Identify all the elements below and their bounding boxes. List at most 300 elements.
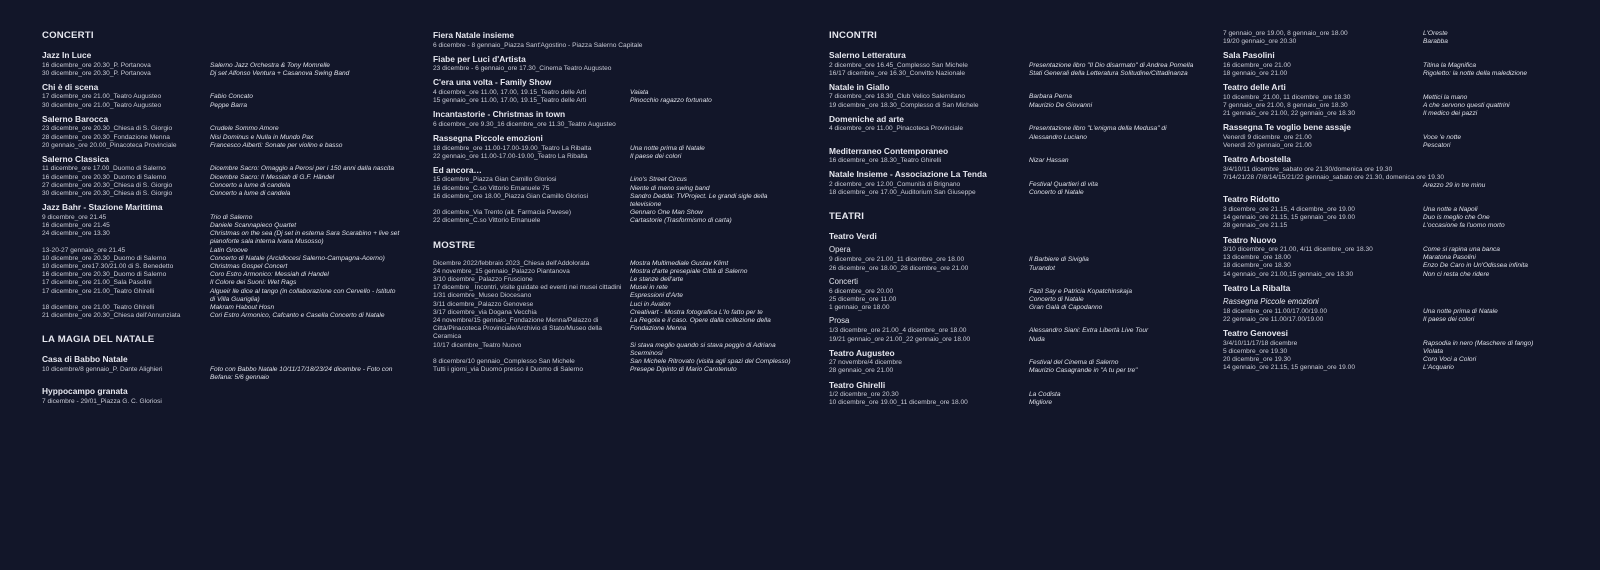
event-row <box>42 93 402 101</box>
event-date-venue: 22 gennaio_ore 11.00-17.00-19.00_Teatro La Ribalta <box>433 152 588 160</box>
event-name: Titina la Magnifica <box>1423 61 1477 69</box>
event-name: Francesco Alberti: Sonate per violino e basso <box>210 141 343 149</box>
event-date-venue: 28 gennaio_ore 21.00 <box>829 367 894 375</box>
section-heading: MOSTRE <box>433 239 476 251</box>
event-block <box>42 50 402 78</box>
event-title: Teatro Ghirelli <box>829 379 886 390</box>
event-row <box>433 176 798 184</box>
event-title: Fiabe per Luci d'Artista <box>433 53 526 64</box>
event-block <box>829 50 1194 78</box>
event-name: Si stava meglio quando si stava peggio di Adriana Scerminosi <box>630 341 776 357</box>
event-row <box>1223 206 1573 214</box>
event-name: Creativart - Mostra fotografica L'Io fatto per te <box>630 308 763 316</box>
event-date-venue <box>1223 182 1423 190</box>
event-row <box>829 304 1194 312</box>
event-date-venue: 18 dicembre_ore 18.30 <box>1223 262 1291 270</box>
event-row <box>433 97 798 105</box>
event-title: Salerno Letteratura <box>829 50 906 60</box>
event-row <box>829 288 1194 296</box>
event-row <box>1223 348 1573 356</box>
event-date-venue: 10/17 dicembre_Teatro Nuovo <box>433 341 522 349</box>
event-name: Alessandro Siani: Extra Libertà Live Tour <box>1029 327 1149 335</box>
event-date-venue: 16 dicembre_C.so Vittorio Emanuele 75 <box>433 184 550 192</box>
event-name: L'Oreste <box>1423 30 1448 37</box>
event-row <box>829 391 1194 399</box>
event-name: Crudele Sommo Amore <box>210 125 279 133</box>
event-row <box>433 193 798 209</box>
event-block <box>433 109 798 129</box>
event-date-venue: 3 dicembre_ore 21.15, 4 dicembre_ore 19.00 <box>1223 205 1355 213</box>
event-row <box>829 189 1194 197</box>
section-heading: LA MAGIA DEL NATALE <box>42 334 155 346</box>
event-date-venue: 18 dicembre_ore 11.00/17.00/19.00 <box>1223 307 1327 315</box>
event-subtitle: Opera <box>829 245 851 255</box>
event-name: Festival Quartieri di vita <box>1029 180 1098 188</box>
event-block <box>42 154 402 198</box>
event-name: Maratona Pasolini <box>1423 254 1476 262</box>
event-row <box>1223 308 1573 316</box>
event-date-venue: 2 dicembre_ore 16.45_Complesso San Michele <box>829 61 968 69</box>
event-date-venue: 20 dicembre_Via Trento (alt. Farmacia Pavese) <box>433 209 572 217</box>
event-title: Teatro Augusteo <box>829 347 895 358</box>
event-date-venue: 3/4/10/11/17/18 dicembre <box>1223 339 1298 347</box>
event-title: C'era una volta - Family Show <box>433 77 552 88</box>
event-row <box>42 125 402 133</box>
event-name: Maurizio Casagrande in "A tu per tre" <box>1029 367 1138 375</box>
event-date-venue: 18 dicembre_ore 21.00_Teatro Ghirelli <box>42 303 155 311</box>
event-block <box>433 30 798 50</box>
event-title: Incantastorie - Christmas in town <box>433 109 566 120</box>
event-row <box>1223 182 1573 190</box>
event-row <box>1223 340 1573 348</box>
event-row <box>1223 30 1573 38</box>
section-heading: INCONTRI <box>829 30 877 41</box>
event-title: Jazz In Luce <box>42 50 92 60</box>
event-row <box>1223 102 1573 110</box>
event-date-venue: 26 dicembre_ore 18.00_28 dicembre_ore 21.00 <box>829 264 969 272</box>
event-title: Casa di Babbo Natale <box>42 354 128 365</box>
event-title: Teatro Nuovo <box>1223 234 1277 245</box>
event-block <box>42 82 402 110</box>
event-date-venue: 14 gennaio_ore 21.00,15 gennaio_ore 18.30 <box>1223 270 1354 278</box>
event-date-venue: Tutti i giorni_via Duomo presso il Duomo di Salerno <box>433 366 584 374</box>
event-row <box>1223 222 1573 230</box>
event-title: Jazz Bahr - Stazione Marittima <box>42 202 163 213</box>
event-date-venue: 3/10 dicembre_Palazzo Fruscione <box>433 276 533 284</box>
event-title: Teatro Verdi <box>829 231 877 242</box>
event-row <box>829 62 1194 70</box>
event-date-venue: 16 dicembre_ore 20.30_Duomo di Salerno <box>42 271 167 279</box>
event-row <box>433 209 798 217</box>
event-subtitle: Concerti <box>829 276 859 286</box>
event-subtitle: Rassegna Piccole emozioni <box>1223 296 1319 306</box>
event-name: Mostra Multimediale Gustav Klimt <box>630 259 729 267</box>
event-row <box>829 125 1194 141</box>
event-name: Fabio Concato <box>210 93 253 101</box>
event-title: Sala Pasolini <box>1223 50 1275 61</box>
event-row <box>42 174 402 182</box>
event-block <box>1223 82 1573 118</box>
event-date-venue: 21 dicembre_ore 20.30_Chiesa dell'Annunziata <box>42 312 181 320</box>
event-title: Domeniche ad arte <box>829 113 904 124</box>
event-date-venue: 17 dicembre_ore 21.00_Sala Pasolini <box>42 279 152 287</box>
event-row <box>829 157 1194 165</box>
event-name: Concerto di Natale <box>1029 295 1084 303</box>
event-date-venue: 27 novembre/4 dicembre <box>829 359 902 367</box>
event-date-venue: 15 dicembre_Piazza Gian Camillo Gloriosi <box>433 176 557 184</box>
event-date-venue: 30 dicembre_ore 20.30_Chiesa di S. Giorgio <box>42 190 173 198</box>
event-date-venue: 1/2 dicembre_ore 20.30 <box>829 391 899 399</box>
event-date-venue: 30 dicembre_ore 21.00_Teatro Augusteo <box>42 101 162 109</box>
event-title: Teatro Genovesi <box>1223 328 1289 339</box>
event-row <box>42 62 402 70</box>
event-row <box>1223 262 1573 270</box>
event-name: Foto con Babbo Natale 10/11/17/18/23/24 dicembre - Foto con Befana: 5/6 gennaio <box>210 365 393 382</box>
event-name: Coro Voci a Colori <box>1423 356 1477 364</box>
event-row <box>1223 70 1573 78</box>
event-date-venue: 20 gennaio_ore 20.00_Pinacoteca Provinciale <box>42 141 177 149</box>
event-row <box>1223 271 1573 279</box>
event-name: Coro Estro Armonico: Messiah di Handel <box>210 271 329 279</box>
event-title: Mediterraneo Contemporaneo <box>829 145 949 156</box>
event-block <box>42 386 402 406</box>
column-1 <box>42 30 402 410</box>
event-name: Latin Groove <box>210 246 248 254</box>
event-date-venue: 18 gennaio_ore 21.00 <box>1223 70 1288 78</box>
event-name: Barabba <box>1423 38 1448 46</box>
event-name: Christmas on the sea (Dj set in esterna Sara Scarabino + live set pianoforte sala interna Ivana Musosso) <box>210 230 400 246</box>
event-date-venue: 8 dicembre/10 gennaio_Complesso San Michele <box>433 358 575 366</box>
event-block <box>1223 122 1573 150</box>
event-name: Rigoletto: la notte della maledizione <box>1423 70 1528 78</box>
event-row <box>42 304 402 312</box>
event-row <box>433 292 798 300</box>
event-row <box>42 102 402 110</box>
event-name: La Regola e il caso. Opere dalla collezione della Fondazione Menna <box>630 317 771 333</box>
event-title: Teatro Ridotto <box>1223 194 1280 205</box>
event-row <box>42 255 402 263</box>
event-note: 23 dicembre - 6 gennaio_ore 17.30_Cinema Teatro Augusteo <box>433 65 612 73</box>
event-row <box>433 301 798 309</box>
event-date-venue: 22 dicembre_C.so Vittorio Emanuele <box>433 217 541 225</box>
column-2 <box>433 30 798 378</box>
event-row <box>433 145 798 153</box>
event-name: Una notte prima di Natale <box>630 144 705 152</box>
event-date-venue: 13 dicembre_ore 18.00 <box>1223 254 1291 262</box>
event-name: Il medico dei pazzi <box>1423 110 1478 118</box>
event-date-venue: 3/17 dicembre_via Dogana Vecchia <box>433 308 537 316</box>
event-row <box>42 70 402 78</box>
event-name: Nisi Dominus e Nulla in Mundo Pax <box>210 133 314 141</box>
event-date-venue: 21 gennaio_ore 21.00, 22 gennaio_ore 18.30 <box>1223 110 1355 118</box>
event-date-venue: 16 dicembre_ore 18.30_Teatro Ghirelli <box>829 157 942 165</box>
event-name: Pescatori <box>1423 142 1451 150</box>
event-date-venue: 14 gennaio_ore 21.15, 15 gennaio_ore 19.00 <box>1223 214 1355 222</box>
event-name: Vaiata <box>630 88 649 96</box>
event-name: Concerto a lume di candela <box>210 181 291 189</box>
event-row <box>1223 246 1573 254</box>
event-date-venue: 17 dicembre_ Incontri, visite guidate ed eventi nei musei cittadini <box>433 284 622 292</box>
event-date-venue: 24 novembre_15 gennaio_Palazzo Piantanova <box>433 267 570 275</box>
event-subtitle: Prosa <box>829 316 850 326</box>
event-title: Chi è di scena <box>42 81 99 92</box>
event-date-venue: 7 gennaio_ore 21.00, 8 gennaio_ore 18.30 <box>1223 102 1348 110</box>
event-name: Salerno Jazz Orchestra & Tony Momrelle <box>210 61 330 69</box>
event-row <box>42 182 402 190</box>
event-name: Il Colore dei Suoni: Wet Rags <box>210 279 297 287</box>
event-date-venue: 19/20 gennaio_ore 20.30 <box>1223 38 1297 46</box>
event-block <box>1223 154 1573 190</box>
event-title: Rassegna Te voglio bene assaje <box>1223 122 1351 133</box>
event-date-venue: 14 gennaio_ore 21.15, 15 gennaio_ore 19.00 <box>1223 364 1355 372</box>
column-3 <box>829 30 1194 412</box>
event-block <box>829 316 1194 343</box>
event-name: L'Acquario <box>1423 364 1454 372</box>
event-date-venue: 10 dicembre_21.00, 11 dicembre_ore 18.30 <box>1223 93 1351 101</box>
event-row <box>433 153 798 161</box>
event-block <box>1223 30 1573 46</box>
event-name: San Michele Ritrovato (visita agli spazi del Complesso) <box>630 358 791 366</box>
event-block <box>829 169 1194 197</box>
event-block <box>829 82 1194 110</box>
event-date-venue: Dicembre 2022/febbraio 2023_Chiesa dell'Addolorata <box>433 259 590 267</box>
event-date-venue: 9 dicembre_ore 21.45 <box>42 213 107 221</box>
event-name: Espressioni d'Arte <box>630 292 683 300</box>
event-date-venue: 1/31 dicembre_Museo Diocesano <box>433 292 532 300</box>
event-row <box>1223 356 1573 364</box>
event-block <box>829 114 1194 142</box>
event-date-venue: 28 dicembre_ore 20.30_Fondazione Menna <box>42 133 170 141</box>
event-date-venue: 20 dicembre_ore 19.30 <box>1223 356 1291 364</box>
event-name: Luci in Avalon <box>630 300 671 308</box>
event-name: Voce 'e notte <box>1423 133 1462 141</box>
event-name: Nizar Hassan <box>1029 157 1069 165</box>
event-block <box>829 277 1194 313</box>
event-date-venue: 5 dicembre_ore 19.30 <box>1223 347 1288 355</box>
column-4 <box>1223 30 1573 377</box>
event-date-venue: 24 dicembre_ore 13.30 <box>42 230 110 238</box>
event-note: 3/4/10/11 dicembre_sabato ore 21.30/domenica ore 19.30 <box>1223 165 1393 173</box>
event-name: Pinocchio ragazzo fortunato <box>630 97 712 105</box>
event-block <box>1223 194 1573 230</box>
event-title: Hyppocampo granata <box>42 386 128 397</box>
event-row <box>829 336 1194 344</box>
event-title: Rassegna Piccole emozioni <box>433 133 543 144</box>
event-name: Dicembre Sacro: Il Messiah di G.F. Händel <box>210 173 335 181</box>
event-name: Arezzo 29 in tre minu <box>1423 182 1486 190</box>
event-row <box>829 70 1194 78</box>
event-row <box>42 214 402 222</box>
event-row <box>1223 364 1573 372</box>
event-name: Musei in rete <box>630 284 668 292</box>
event-date-venue: 16 dicembre_ore 18.00_Piazza Gian Camillo Gloriosi <box>433 192 589 200</box>
event-name: Mostra d'arte presepiale Città di Salerno <box>630 267 748 275</box>
event-name: Il paese dei colori <box>1423 316 1475 324</box>
event-name: Sandro Dedda: TVProject. Le grandi sigle della televisione <box>630 192 768 209</box>
event-row <box>433 89 798 97</box>
event-row <box>433 268 798 276</box>
event-row <box>1223 134 1573 142</box>
event-name: Dj set Alfonso Ventura + Casanova Swing Band <box>210 69 350 77</box>
event-date-venue: 16 dicembre_ore 21.00 <box>1223 61 1291 69</box>
event-row <box>829 399 1194 407</box>
event-name: Concerto di Natale (Arcidiocesi Salerno-Campagna-Acerno) <box>210 254 385 262</box>
event-row <box>433 309 798 317</box>
event-row <box>42 190 402 198</box>
event-name: Dicembre Sacro: Omaggio a Perosi per i 150 anni dalla nascita <box>210 165 394 173</box>
event-name: Gennaro One Man Show <box>630 209 703 217</box>
event-row <box>433 358 798 366</box>
event-date-venue: 4 dicembre_ore 11.00_Pinacoteca Provinciale <box>829 125 964 133</box>
event-row <box>433 260 798 268</box>
event-name: Rapsodia in nero (Maschere di fango) <box>1423 339 1534 347</box>
event-date-venue: 7 gennaio_ore 19.00, 8 gennaio_ore 18.00 <box>1223 30 1348 37</box>
event-name: Christmas Gospel Concert <box>210 262 288 270</box>
event-date-venue: 15 gennaio_ore 11.00, 17.00, 19.15_Teatro delle Arti <box>433 97 587 105</box>
event-date-venue: 22 gennaio_ore 11.00/17.00/19.00 <box>1223 316 1324 324</box>
event-title: Teatro Arbostella <box>1223 154 1291 165</box>
event-name: Le stanze dell'arte <box>630 276 684 284</box>
event-row <box>433 217 798 225</box>
event-name: Concerto a lume di candela <box>210 190 291 198</box>
event-row <box>42 312 402 320</box>
event-name: Non ci resta che ridere <box>1423 270 1490 278</box>
event-name: Il Barbiere di Siviglia <box>1029 256 1089 264</box>
event-row <box>42 279 402 287</box>
event-row <box>42 263 402 271</box>
event-name: Cartastorie (Trasformismo di carta) <box>630 217 732 225</box>
event-block <box>42 114 402 150</box>
event-date-venue: 9 dicembre_ore 21.00_11 dicembre_ore 18.00 <box>829 256 965 264</box>
event-name: A che servono questi quattrini <box>1423 102 1510 110</box>
event-block <box>1223 235 1573 279</box>
event-name: Una notte prima di Natale <box>1423 307 1498 315</box>
event-row <box>433 342 798 358</box>
event-date-venue: 16 dicembre_ore 20.30_Duomo di Salerno <box>42 173 167 181</box>
event-title: Salerno Barocca <box>42 113 109 124</box>
event-name: Makram Habout Hosn <box>210 303 275 311</box>
event-date-venue: 28 gennaio_ore 21.15 <box>1223 222 1288 230</box>
event-row <box>829 265 1194 273</box>
event-row <box>42 222 402 230</box>
event-date-venue: 18 dicembre_ore 17.00_Auditorium San Giuseppe <box>829 189 976 197</box>
event-name: Mettici la mano <box>1423 93 1468 101</box>
event-name: Festival del Cinema di Salerno <box>1029 359 1119 367</box>
event-row <box>42 230 402 246</box>
event-name: Maurizio De Giovanni <box>1029 101 1093 109</box>
event-name: Concerto di Natale <box>1029 189 1084 197</box>
event-date-venue: 6 dicembre_ore 20.00 <box>829 287 894 295</box>
event-row <box>829 359 1194 367</box>
event-row <box>433 276 798 284</box>
event-block <box>42 202 402 320</box>
event-name: Nuda <box>1029 335 1045 343</box>
event-block <box>433 54 798 74</box>
event-row <box>829 367 1194 375</box>
event-note: 6 dicembre - 8 gennaio_Piazza Sant'Agostino - Piazza Salerno Capitale <box>433 41 643 49</box>
event-name: Lino's Street Circus <box>630 176 687 184</box>
event-name: Niente di meno swing band <box>630 184 710 192</box>
event-date-venue: 2 dicembre_ore 12.00_Comunità di Brignano <box>829 180 961 188</box>
event-name: Il paese dei colori <box>630 152 682 160</box>
event-name: Presentazione libro "Il Dio disarmato" di Andrea Pomella <box>1029 61 1194 69</box>
event-row <box>1223 142 1573 150</box>
event-date-venue: 13-20-27 gennaio_ore 21.45 <box>42 246 126 254</box>
event-date-venue: 23 dicembre_ore 20.30_Chiesa di S. Giorgio <box>42 125 173 133</box>
event-name: Gran Galà di Capodanno <box>1029 304 1103 312</box>
event-row <box>1223 254 1573 262</box>
event-date-venue: 11 dicembre_ore 17.00_Duomo di Salerno <box>42 165 166 173</box>
event-title: Salerno Classica <box>42 153 110 164</box>
event-date-venue: 19/21 gennaio_ore 21.00_22 gennaio_ore 18.00 <box>829 335 971 343</box>
event-date-venue: 19 dicembre_ore 18.30_Complesso di San Michele <box>829 101 979 109</box>
event-title: Natale in Giallo <box>829 81 890 92</box>
event-date-venue: 10 dicembre/8 gennaio_P. Dante Alighieri <box>42 365 163 373</box>
event-title: Teatro delle Arti <box>1223 82 1286 93</box>
event-row <box>433 185 798 193</box>
event-row <box>1223 94 1573 102</box>
event-date-venue: 16 dicembre_ore 20.30_P. Portanova <box>42 61 151 69</box>
event-name: Cori Estro Armonico, Cafcanto e Casella Concerto di Natale <box>210 312 385 320</box>
event-row <box>42 366 402 382</box>
event-row <box>42 288 402 304</box>
event-date-venue: Venerdì 9 dicembre_ore 21.00 <box>1223 133 1312 141</box>
event-block <box>829 380 1194 408</box>
event-name: Violata <box>1423 347 1444 355</box>
event-block <box>829 231 1194 272</box>
event-date-venue: 17 dicembre_ore 21.00_Teatro Augusteo <box>42 93 162 101</box>
event-name: Duo is meglio che One <box>1423 214 1490 222</box>
event-name: Presentazione libro "L'enigma della Medusa" di Alessandro Luciano <box>1029 125 1167 141</box>
event-row <box>829 102 1194 110</box>
event-date-venue: 7 dicembre_ore 18.30_Club Velico Salernitano <box>829 93 965 101</box>
event-date-venue: 10 dicembre_ore 19.00_11 dicembre_ore 18.00 <box>829 399 968 407</box>
event-name: Stati Generali della Letteratura Solitudine/Cittadinanza <box>1029 69 1188 77</box>
event-date-venue: 30 dicembre_ore 20.30_P. Portanova <box>42 69 151 77</box>
event-date-venue: 16 dicembre_ore 21.45 <box>42 221 110 229</box>
event-date-venue: 3/11 dicembre_Palazzo Genovese <box>433 300 534 308</box>
event-name: Fazil Say e Patricia Kopatchinskaja <box>1029 287 1132 295</box>
event-note: 6 dicembre_ore 9.30_16 dicembre_ore 11.30_Teatro Augusteo <box>433 120 616 128</box>
event-row <box>42 247 402 255</box>
event-date-venue: 27 dicembre_ore 20.30_Chiesa di S. Giorgio <box>42 181 173 189</box>
event-row <box>829 327 1194 335</box>
event-row <box>433 366 798 374</box>
event-date-venue: 1/3 dicembre_ore 21.00_4 dicembre_ore 18.00 <box>829 327 967 335</box>
event-date-venue: 16/17 dicembre_ore 16.30_Convitto Nazionale <box>829 69 965 77</box>
event-block <box>433 165 798 226</box>
event-block <box>42 354 402 382</box>
event-row <box>433 317 798 342</box>
event-block <box>433 133 798 161</box>
event-row <box>42 142 402 150</box>
event-name: La Codista <box>1029 391 1061 399</box>
event-date-venue: 3/10 dicembre_ore 21.00, 4/11 dicembre_ore 18.30 <box>1223 246 1373 254</box>
event-block <box>433 260 798 375</box>
section-heading: TEATRI <box>829 211 865 223</box>
event-name: Migliore <box>1029 399 1053 407</box>
event-row <box>1223 62 1573 70</box>
event-name: Presepe Dipinto di Mario Carotenuto <box>630 366 737 374</box>
event-name: Peppe Barra <box>210 101 248 109</box>
event-title: Natale Insieme - Associazione La Tenda <box>829 169 987 180</box>
event-title: Teatro La Ribalta <box>1223 282 1291 293</box>
event-name: Come si rapina una banca <box>1423 246 1500 254</box>
event-date-venue: 25 dicembre_ore 11.00 <box>829 295 897 303</box>
event-block <box>1223 283 1573 324</box>
event-row <box>433 284 798 292</box>
event-note: 7 dicembre - 29/01_Piazza G. C. Gloriosi <box>42 397 162 405</box>
